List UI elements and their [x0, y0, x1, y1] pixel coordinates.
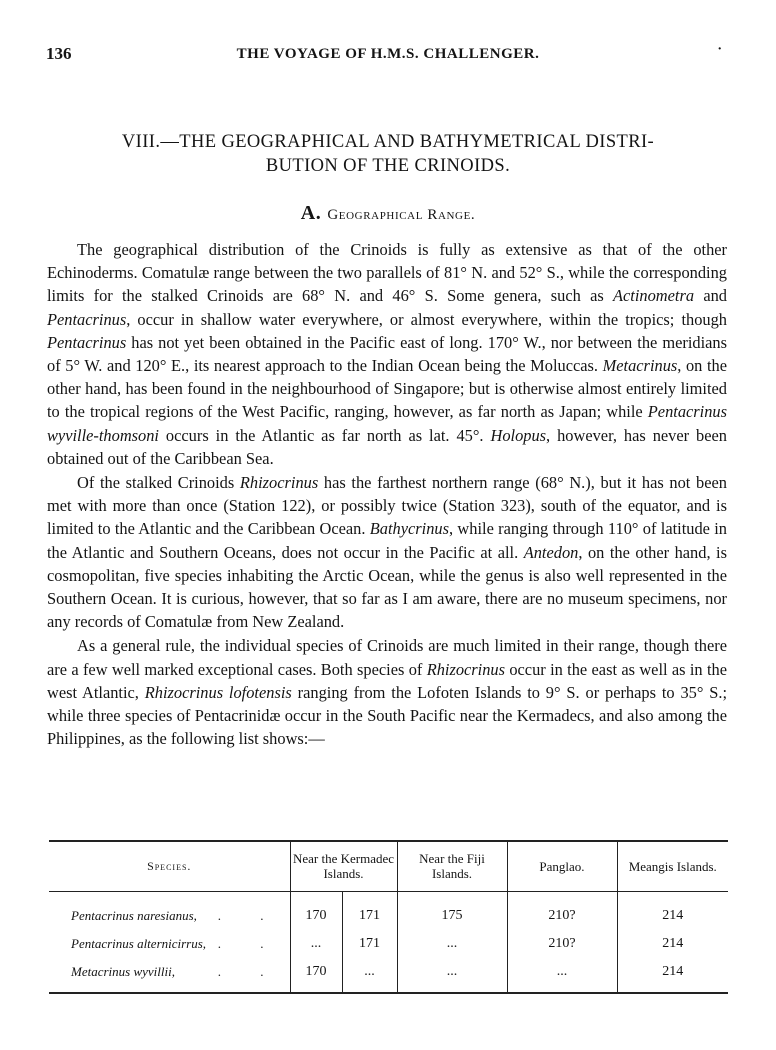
kermadec-station-1: 170 [290, 891, 342, 930]
paragraph-text: has not yet been obtained in the Pacific east of long. 170° W., nor between the meridians of 5° W. and 120° E., its nearest approach to the Indian Ocean being the Moluccas. [47, 332, 727, 376]
species-name: Pentacrinus naresianus, [71, 907, 197, 923]
chapter-title-line-1: VIII.—THE GEOGRAPHICAL AND BATHYMETRICAL DISTRI- [121, 132, 655, 152]
panglao-station: 210? [507, 930, 617, 958]
genus-name: Pentacrinus [47, 309, 127, 329]
paragraph-text: occur in the east as well as in the west Atlantic, [47, 659, 727, 702]
paragraph-text: Of the stalked Crinoids [77, 473, 240, 493]
species-name: Pentacrinus wyville-thomsoni [47, 402, 727, 445]
meangis-station: 214 [617, 930, 728, 958]
species-name: Rhizocrinus lofotensis [144, 682, 292, 702]
paragraph-text: and [694, 286, 727, 306]
table-row [49, 891, 728, 930]
panglao-station: ... [507, 958, 617, 993]
table-row [49, 930, 728, 958]
kermadec-station-2: 171 [342, 930, 397, 958]
meangis-station: 214 [617, 891, 728, 930]
table-header-row [49, 841, 728, 891]
panglao-station: 210? [507, 891, 617, 930]
body-text [47, 238, 727, 750]
fiji-station: ... [397, 958, 507, 993]
running-title: THE VOYAGE OF H.M.S. CHALLENGER. [236, 46, 540, 62]
paragraph-text: ranging from the Lofoten Islands to 9° S. or perhaps to 35° S.; while three species of Pentacrinidæ occur in the South Pacific near the Kermadecs, and also among the Philippines, as the following list shows:— [47, 682, 728, 749]
genus-name: Antedon [523, 542, 579, 562]
paragraph-text: occurs in the Atlantic as far north as lat. 45°. [158, 425, 491, 445]
species-name: Metacrinus wyvillii, [71, 963, 175, 979]
genus-name: Pentacrinus [47, 332, 127, 352]
paragraph-text: , while ranging through 110° of latitude in the Atlantic and Southern Oceans, does not occur in the Pacific at all. [47, 519, 727, 562]
genus-name: Rhizocrinus [426, 659, 505, 679]
header-meangis: Meangis Islands. [617, 841, 728, 891]
kermadec-station-1: 170 [290, 958, 342, 993]
species-cell [49, 930, 290, 958]
paragraph-text: The geographical distribution of the Crinoids is fully as extensive as that of the other Echinoderms. Comatulæ range between the two parallels of 81° N. and 52° S., while the corresponding limits for the stalked Crinoids are 68° N. and 46° S. Some genera, such as [47, 240, 727, 306]
chapter-title [60, 130, 716, 178]
section-heading: Geographical Range. [327, 207, 476, 223]
genus-name: Actinometra [613, 286, 695, 306]
fiji-station: ... [397, 930, 507, 958]
chapter-title-line-2: BUTION OF THE CRINOIDS. [265, 156, 511, 176]
leader-dots: . . [217, 935, 282, 951]
species-cell [49, 891, 290, 930]
genus-name: Bathycrinus [369, 519, 449, 539]
section-letter: A. [300, 202, 322, 224]
paragraph-text: , however, has never been obtained out of the Caribbean Sea. [47, 425, 727, 468]
species-name: Pentacrinus alternicirrus, [71, 935, 207, 951]
genus-name: Holopus [490, 425, 547, 445]
header-mark: · [717, 42, 722, 57]
paragraph-1 [47, 238, 727, 470]
species-distribution-table [49, 840, 728, 994]
header-panglao: Panglao. [507, 841, 617, 891]
paragraph-text: has the farthest northern range (68° N.), but it has not been met with more than once (Station 122), or possibly twice (Station 323), south of the equator, and is limited to the Atlantic and the Caribbean Ocean. [47, 473, 727, 539]
section-title [0, 202, 776, 225]
page-header [46, 44, 730, 66]
fiji-station: 175 [397, 891, 507, 930]
header-species: Species. [49, 841, 290, 891]
paragraph-text: As a general rule, the individual species of Crinoids are much limited in their range, though there are a few well marked exceptional cases. Both species of [47, 636, 727, 679]
paragraph-text: , on the other hand, is cosmopolitan, five species inhabiting the Arctic Ocean, while the genus is also well represented in the Southern Ocean. It is curious, however, that so far as I am aware, there are no museum specimens, nor any records of Comatulæ from New Zealand. [47, 542, 727, 632]
genus-name: Metacrinus [602, 356, 678, 376]
leader-dots: . . [217, 907, 282, 923]
table-row [49, 958, 728, 993]
paragraph-2 [47, 471, 727, 633]
kermadec-station-2: 171 [342, 891, 397, 930]
kermadec-station-1: ... [290, 930, 342, 958]
paragraph-text: , occur in shallow water everywhere, or almost everywhere, within the tropics; though [126, 309, 727, 329]
header-fiji: Near the Fiji Islands. [397, 841, 507, 891]
leader-dots: . . [217, 963, 282, 979]
species-cell [49, 958, 290, 993]
kermadec-station-2: ... [342, 958, 397, 993]
paragraph-text: , on the other hand, has been found in the neighbourhood of Singapore; but is otherwise almost entirely limited to the tropical regions of the West Pacific, ranging, however, as far north as Japan; while [47, 356, 727, 422]
genus-name: Rhizocrinus [239, 473, 319, 493]
header-kermadec: Near the Kermadec Islands. [290, 841, 397, 891]
paragraph-3 [47, 634, 727, 750]
meangis-station: 214 [617, 958, 728, 993]
page-number: 136 [46, 44, 72, 63]
